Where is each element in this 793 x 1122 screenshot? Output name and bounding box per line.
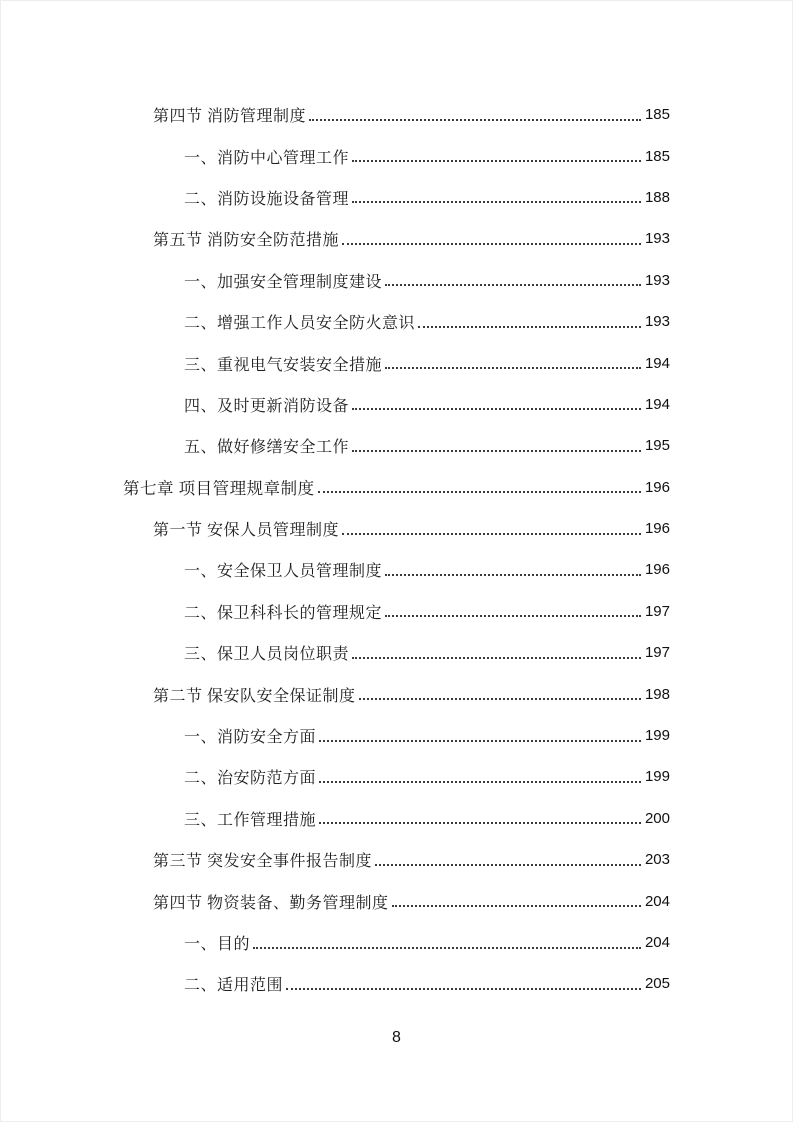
toc-entry-page: 199 [644,768,670,786]
toc-entry-page: 203 [644,851,670,869]
toc-entry[interactable] [123,922,670,963]
toc-entry[interactable] [123,673,670,714]
dot-leader-icon [385,367,641,369]
dot-leader-icon [375,864,641,866]
toc-entry-page: 193 [644,230,670,248]
toc-entry-page: 185 [644,147,670,165]
toc-entry-label: 一、加强安全管理制度建设 [184,273,383,291]
dot-leader-icon [385,615,641,617]
toc-entry-page: 194 [644,354,670,372]
toc-entry-page: 200 [644,809,670,827]
toc-entry-page: 194 [644,395,670,413]
toc-entry-label: 第五节 消防安全防范措施 [153,232,340,250]
toc-entry-label: 五、做好修缮安全工作 [184,439,350,457]
dot-leader-icon [286,988,641,990]
toc-entry-label: 二、保卫科科长的管理规定 [184,604,383,622]
toc-entry[interactable] [123,508,670,549]
toc-entry-page: 199 [644,727,670,745]
toc-entry-label: 第一节 安保人员管理制度 [153,522,340,540]
dot-leader-icon [418,326,641,328]
toc-entry[interactable] [123,798,670,839]
toc-entry[interactable] [123,715,670,756]
toc-entry[interactable] [123,384,670,425]
dot-leader-icon [352,657,641,659]
dot-leader-icon [253,947,641,949]
toc-entry-label: 第七章 项目管理规章制度 [123,479,315,499]
dot-leader-icon [319,781,641,783]
dot-leader-icon [352,201,641,203]
toc-entry[interactable] [123,591,670,632]
toc-entry-label: 一、消防中心管理工作 [184,149,350,167]
toc-entry-page: 193 [644,271,670,289]
toc-entry[interactable] [123,880,670,921]
toc-entry-page: 185 [644,106,670,124]
dot-leader-icon [385,284,641,286]
page-footer [1,1029,792,1047]
dot-leader-icon [319,740,641,742]
toc-entry-label: 二、消防设施设备管理 [184,190,350,208]
toc-entry-label: 第四节 物资装备、勤务管理制度 [153,894,389,912]
toc-entry-label: 三、保卫人员岗位职责 [184,646,350,664]
toc-entry-page: 197 [644,602,670,620]
toc-entry[interactable] [123,301,670,342]
dot-leader-icon [352,160,641,162]
toc-entry-label: 第二节 保安队安全保证制度 [153,687,356,705]
toc-entry-page: 204 [644,934,670,951]
toc-entry-label: 第三节 突发安全事件报告制度 [153,853,373,871]
toc-entry-label: 三、重视电气安装安全措施 [184,356,383,374]
toc-entry[interactable] [123,135,670,176]
toc-entry[interactable] [123,425,670,466]
toc-entry-label: 第四节 消防管理制度 [153,108,307,126]
toc-entry-label: 一、安全保卫人员管理制度 [184,563,383,581]
toc-entry-page: 196 [644,520,670,538]
page-number: 8 [392,1029,401,1046]
toc-entry-label: 二、治安防范方面 [184,770,317,788]
toc-entry[interactable] [123,756,670,797]
toc-entry-page: 197 [644,644,670,662]
toc-entry-page: 196 [644,561,670,579]
dot-leader-icon [309,119,641,121]
toc-entry-page: 193 [644,313,670,331]
toc-entry[interactable] [123,177,670,218]
toc-entry-page: 204 [644,892,670,910]
toc-list [123,94,670,1005]
dot-leader-icon [392,905,641,907]
toc-entry-label: 二、适用范围 [184,977,284,995]
dot-leader-icon [342,533,641,535]
dot-leader-icon [319,822,641,824]
dot-leader-icon [352,408,641,410]
dot-leader-icon [385,574,641,576]
toc-entry-page: 198 [644,685,670,703]
toc-entry[interactable] [123,342,670,383]
toc-entry-page: 205 [644,975,670,993]
toc-entry[interactable] [123,94,670,135]
toc-entry[interactable] [123,632,670,673]
toc-entry-label: 一、目的 [184,936,251,953]
toc-entry-page: 196 [644,478,670,496]
toc-entry[interactable] [123,467,670,508]
toc-entry-label: 四、及时更新消防设备 [184,397,350,415]
toc-entry-label: 二、增强工作人员安全防火意识 [184,315,416,333]
dot-leader-icon [342,243,641,245]
dot-leader-icon [359,698,641,700]
dot-leader-icon [318,491,641,493]
toc-entry[interactable] [123,839,670,880]
toc-entry-page: 188 [644,188,670,206]
toc-entry-label: 一、消防安全方面 [184,729,317,747]
toc-entry[interactable] [123,963,670,1004]
dot-leader-icon [352,450,641,452]
toc-entry[interactable] [123,549,670,590]
toc-entry[interactable] [123,260,670,301]
toc-entry[interactable] [123,218,670,259]
toc-entry-page: 195 [644,437,670,455]
toc-entry-label: 三、工作管理措施 [184,811,317,829]
